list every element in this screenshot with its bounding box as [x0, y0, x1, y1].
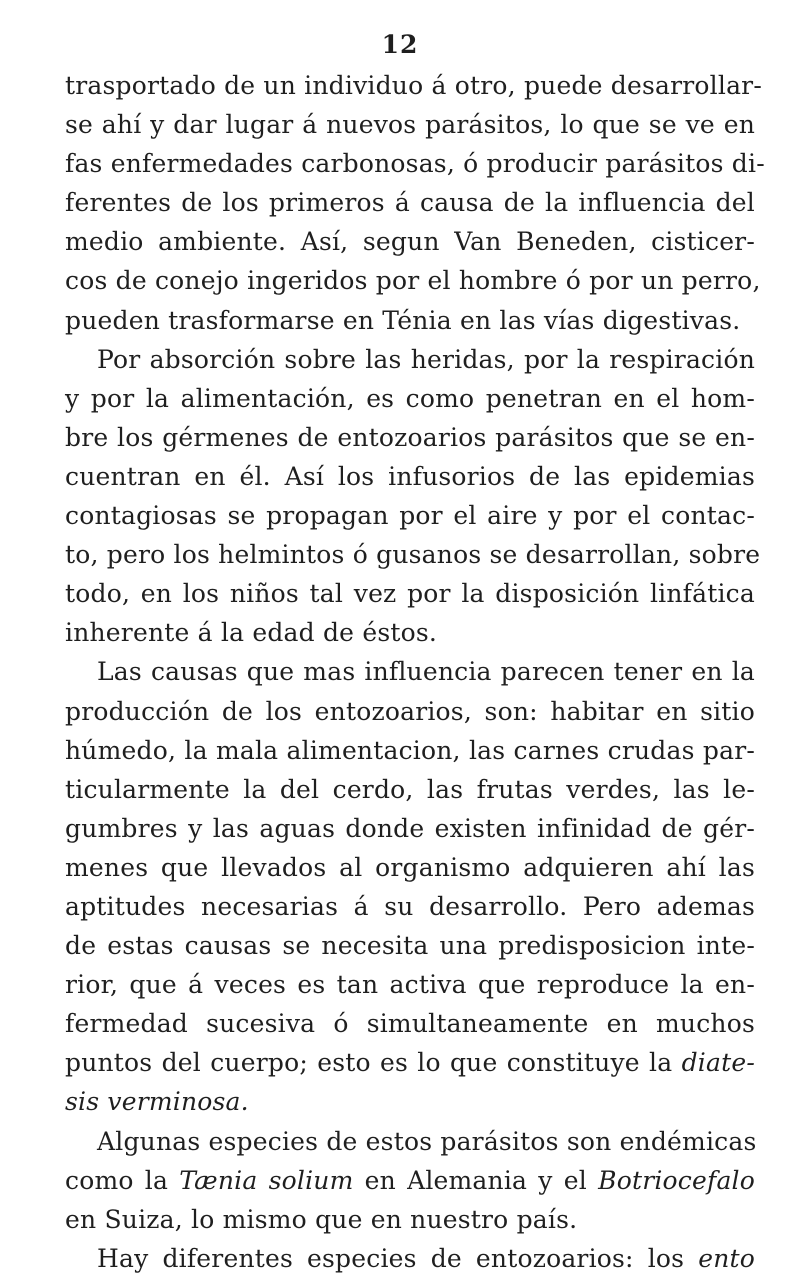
italic-term: ento	[698, 1243, 755, 1273]
text-line: rior, que á veces es tan activa que reproduce la en-	[65, 970, 755, 1000]
text-line	[65, 1161, 755, 1200]
text-line: y por la alimentación, es como penetran en el hom-	[65, 383, 755, 413]
text-line: aptitudes necesarias á su desarrollo. Pero ademas	[65, 891, 755, 921]
text-line: to, pero los helmintos ó gusanos se desarrollan, sobre	[65, 540, 761, 570]
text-segment: Hay diferentes especies de entozoarios: los	[97, 1243, 685, 1273]
text-line: en Suiza, lo mismo que en nuestro país.	[65, 1204, 578, 1234]
page-number: 12	[381, 30, 419, 59]
text-line: fas enfermedades carbonosas, ó producir parásitos di-	[65, 149, 765, 179]
text-segment: como la	[65, 1165, 169, 1195]
text-segment: en Alemania y el	[364, 1165, 587, 1195]
italic-term: Botriocefalo	[598, 1165, 755, 1195]
paragraph-start-line: Algunas especies de estos parásitos son endémicas	[97, 1126, 757, 1156]
text-line: contagiosas se propagan por el aire y por el contac-	[65, 501, 755, 531]
text-line: inherente á la edad de éstos.	[65, 618, 438, 648]
italic-term: diate-	[681, 1048, 755, 1078]
paragraph-start-line	[65, 1239, 755, 1278]
text-line: fermedad sucesiva ó simultaneamente en muchos	[65, 1009, 755, 1039]
text-segment: puntos del cuerpo; esto es lo que constituye la	[65, 1048, 673, 1078]
text-line: todo, en los niños tal vez por la disposición linfática	[65, 579, 755, 609]
text-line: ticularmente la del cerdo, las frutas verdes, las le-	[65, 774, 755, 804]
italic-term: sis verminosa.	[65, 1087, 249, 1117]
text-line: producción de los entozoarios, son: habitar en sitio	[65, 696, 755, 726]
text-line: medio ambiente. Así, segun Van Beneden, cisticer-	[65, 227, 755, 257]
text-line: menes que llevados al organismo adquieren ahí las	[65, 852, 755, 882]
text-line: cuentran en él. Así los infusorios de las epidemias	[65, 461, 755, 491]
paragraph-start-line: Por absorción sobre las heridas, por la respiración	[97, 344, 755, 374]
text-line: cos de conejo ingeridos por el hombre ó por un perro,	[65, 266, 761, 296]
text-line: húmedo, la mala alimentacion, las carnes crudas par-	[65, 735, 755, 765]
paragraph-start-line: Las causas que mas influencia parecen tener en la	[97, 657, 755, 687]
text-line: gumbres y las aguas donde existen infinidad de gér-	[65, 813, 755, 843]
text-line	[65, 1043, 755, 1082]
text-line: trasportado de un individuo á otro, puede desarrollar-	[65, 71, 762, 100]
text-line: ferentes de los primeros á causa de la influencia del	[65, 188, 755, 218]
text-line: pueden trasformarse en Ténia en las vías digestivas.	[65, 305, 741, 335]
italic-term: Tænia solium	[179, 1165, 354, 1195]
text-line: bre los gérmenes de entozoarios parásitos que se en-	[65, 422, 755, 452]
body-text	[65, 66, 765, 1278]
text-line	[65, 1082, 755, 1121]
text-line: se ahí y dar lugar á nuevos parásitos, lo que se ve en	[65, 110, 755, 140]
text-line: de estas causas se necesita una predisposicion inte-	[65, 931, 755, 961]
